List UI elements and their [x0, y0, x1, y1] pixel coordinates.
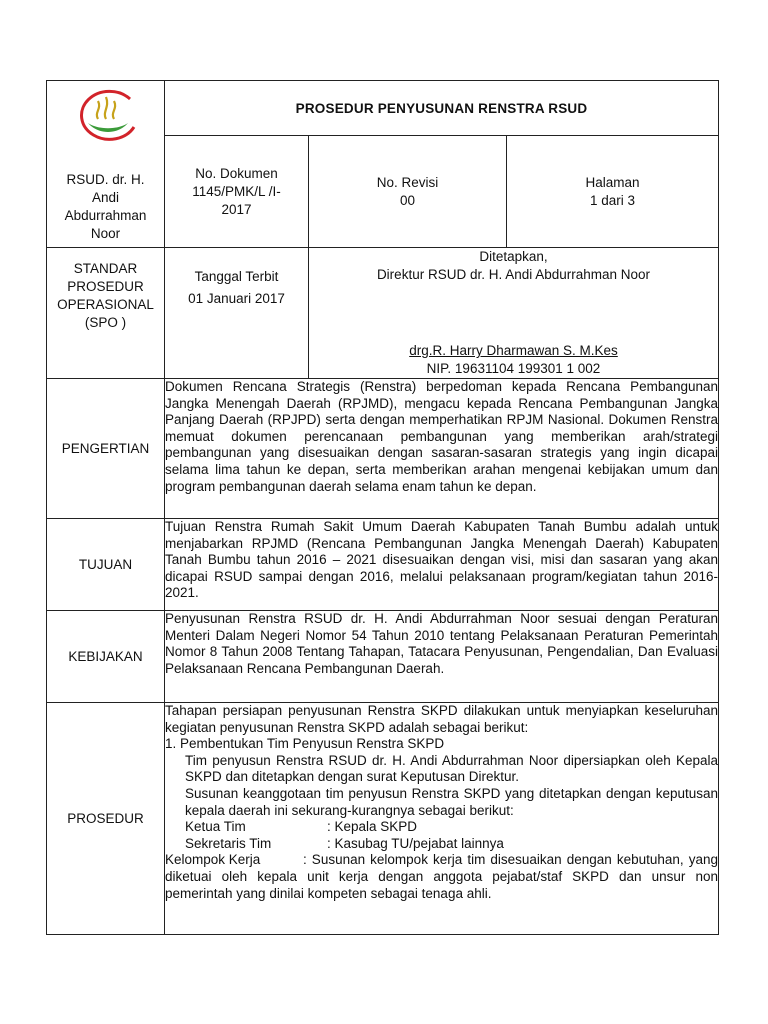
ketua-tim-row	[165, 819, 718, 836]
pengertian-text	[165, 379, 719, 519]
spo-label-line: (SPO )	[84, 315, 127, 330]
spo-label-cell	[47, 248, 165, 379]
sekretaris-tim-value: : Kasubag TU/pejabat lainnya	[327, 835, 504, 851]
tanggal-terbit-cell	[165, 248, 309, 379]
hospital-name-line: Andi	[91, 190, 120, 205]
no-revisi-value: 00	[399, 192, 416, 208]
signer-name: drg.R. Harry Dharmawan S. M.Kes	[409, 343, 618, 358]
prosedur-intro: Tahapan persiapan penyusunan Renstra SKPD dilakukan untuk menyiapkan keseluruhan kegiatan penyusunan Renstra SKPD adalah sebagai berikut:	[165, 703, 718, 735]
kelompok-kerja-text: : Susunan kelompok kerja tim disesuaikan dengan kebutuhan, yang diketuai oleh kepala unit kerja dengan anggota pejabat/staf SKPD dan unsur non pemerintah yang dinilai kompeten sebagai tenaga ahli.	[165, 852, 718, 901]
hospital-name	[47, 165, 164, 247]
spo-table	[46, 80, 719, 935]
tanggal-terbit-value: 01 Januari 2017	[188, 291, 285, 306]
spo-label-line: STANDAR	[73, 261, 138, 276]
hospital-name-line: Noor	[90, 226, 121, 241]
no-dokumen-value: 2017	[221, 201, 252, 217]
tanggal-terbit-label: Tanggal Terbit	[194, 269, 279, 284]
no-dokumen-cell	[165, 136, 309, 248]
ketua-tim-label: Ketua Tim	[185, 819, 246, 835]
hospital-name-line: Abdurrahman	[64, 208, 147, 223]
ketua-tim-value: : Kepala SKPD	[327, 819, 418, 835]
prosedur-step-title: 1. Pembentukan Tim Penyusun Renstra SKPD	[165, 736, 445, 752]
kebijakan-label: KEBIJAKAN	[47, 611, 165, 703]
hospital-identity-cell	[47, 81, 165, 248]
kebijakan-text	[165, 611, 719, 703]
no-revisi-label: No. Revisi	[376, 174, 439, 190]
tujuan-text	[165, 519, 719, 611]
no-dokumen-value: 1145/PMK/L /I-	[192, 183, 281, 199]
hospital-logo-icon	[74, 87, 138, 145]
prosedur-label: PROSEDUR	[47, 703, 165, 935]
prosedur-step-paragraph: Susunan keanggotaan tim penyusun Renstra SKPD yang ditetapkan dengan keputusan kepala daerah ini sekurang-kurangnya sebagai berikut:	[185, 785, 718, 818]
halaman-cell	[507, 136, 719, 248]
pengertian-label: PENGERTIAN	[47, 379, 165, 519]
sekretaris-tim-label: Sekretaris Tim	[185, 835, 272, 851]
signature-block	[309, 342, 718, 378]
spo-document	[46, 80, 718, 935]
hospital-name-line: RSUD. dr. H.	[66, 172, 145, 187]
tujuan-paragraph: Tujuan Renstra Rumah Sakit Umum Daerah Kabupaten Tanah Bumbu adalah untuk menjabarkan RPJMD (Rencana Pembangunan Jangka Menengah Daerah) Kabupaten Tanah Bumbu tahun 2016 – 2021 disesuaikan dengan visi, misi dan sasaran yang akan dicapai RSUD sampai dengan 2016, melalui pelaksanaan program/kegiatan tahun 2016-2021.	[165, 519, 718, 601]
kelompok-kerja-row	[165, 852, 718, 902]
sekretaris-tim-row	[165, 836, 718, 853]
halaman-value: 1 dari 3	[589, 192, 636, 208]
no-dokumen-label: No. Dokumen	[195, 165, 278, 181]
signer-nip: NIP. 19631104 199301 1 002	[426, 361, 601, 376]
prosedur-text	[165, 703, 719, 935]
tujuan-label: TUJUAN	[47, 519, 165, 611]
direktur-title: Direktur RSUD dr. H. Andi Abdurrahman Noor	[376, 267, 651, 282]
approval-header	[309, 248, 718, 284]
spo-label-line: PROSEDUR	[67, 279, 144, 294]
spo-label-line: OPERASIONAL	[57, 297, 154, 312]
no-revisi-cell	[309, 136, 507, 248]
halaman-label: Halaman	[585, 174, 640, 190]
kebijakan-paragraph: Penyusunan Renstra RSUD dr. H. Andi Abdurrahman Noor sesuai dengan Peraturan Menteri Dalam Negeri Nomor 54 Tahun 2010 tentang Pelaksanaan Peraturan Pemerintah Nomor 8 Tahun 2008 Tentang Tahapan, Tatacara Penyusunan, Pengendalian, Dan Evaluasi Pelaksanaan Rencana Pembangunan Daerah.	[165, 611, 718, 676]
pengertian-paragraph: Dokumen Rencana Strategis (Renstra) berpedoman kepada Rencana Pembangunan Jangka Menengah Daerah (RPJMD), mengacu kepada Rencana Pembangunan Jangka Panjang Daerah (RPJPD) serta dengan memperhatikan RPJM Nasional. Dokumen Renstra memuat dokumen perencanaan pembangunan yang memberikan arah/strategi pembangunan yang disesuaikan dengan sasaran-sasaran strategis yang ingin dicapai selama lima tahun ke depan, serta memberikan arahan mengenai kebijakan umum dan program pembangunan daerah selama enam tahun ke depan.	[165, 379, 718, 494]
ditetapkan-text: Ditetapkan,	[479, 249, 548, 264]
kelompok-kerja-label: Kelompok Kerja	[165, 852, 261, 868]
document-title: PROSEDUR PENYUSUNAN RENSTRA RSUD	[165, 81, 719, 136]
approval-cell	[309, 248, 719, 379]
prosedur-step-paragraph: Tim penyusun Renstra RSUD dr. H. Andi Abdurrahman Noor dipersiapkan oleh Kepala SKPD dan ditetapkan dengan surat Keputusan Direktur.	[185, 752, 718, 785]
